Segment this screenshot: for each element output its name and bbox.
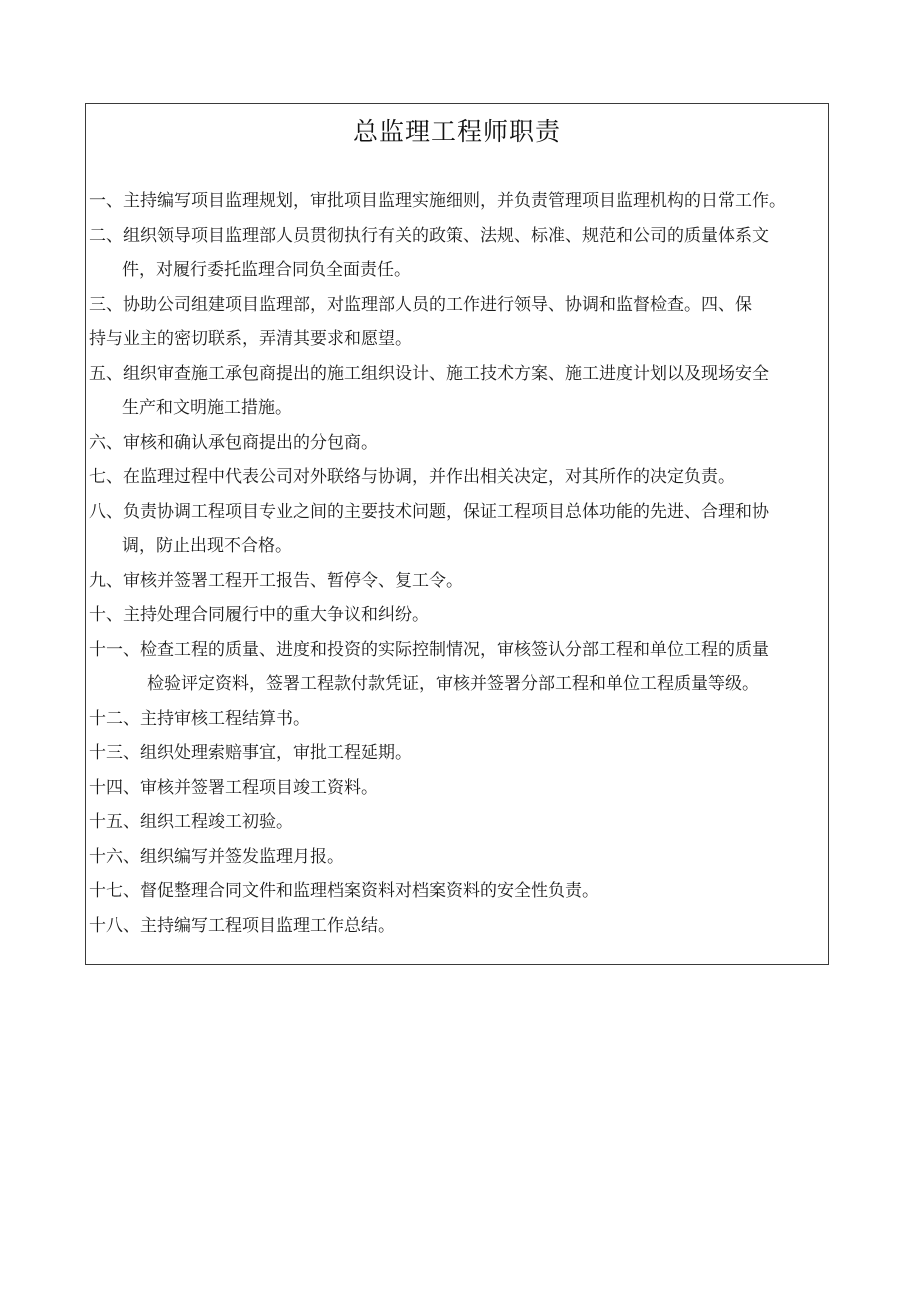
duty-item-continuation: 件，对履行委托监理合同负全面责任。: [122, 260, 411, 280]
duty-item-text: 十二、主持审核工程结算书。: [89, 708, 310, 729]
duty-item-continuation: 检验评定资料，签署工程款付款凭证，审核并签署分部工程和单位工程质量等级。: [147, 674, 759, 694]
duty-item-3: [89, 288, 822, 357]
duty-item-17: [89, 874, 822, 909]
duty-item-text: 八、负责协调工程项目专业之间的主要技术问题，保证工程项目总体功能的先进、合理和协: [89, 501, 769, 522]
duty-item-9: [89, 564, 822, 599]
duty-item-continuation: 持与业主的密切联系，弄清其要求和愿望。: [89, 329, 412, 349]
duty-item-text: 七、在监理过程中代表公司对外联络与协调，并作出相关决定，对其所作的决定负责。: [89, 467, 735, 487]
duty-list: [89, 184, 822, 943]
duty-item-text: 十六、组织编写并签发监理月报。: [89, 846, 344, 867]
duty-item-16: [89, 840, 822, 875]
duty-item-text: 十、主持处理合同履行中的重大争议和纠纷。: [89, 605, 429, 625]
duty-item-continuation: 生产和文明施工措施。: [122, 398, 292, 418]
duty-item-text: 十八、主持编写工程项目监理工作总结。: [89, 915, 395, 936]
duty-item-text: 十七、督促整理合同文件和监理档案资料对档案资料的安全性负责。: [89, 881, 599, 901]
duty-item-text: 十一、检查工程的质量、进度和投资的实际控制情况，审核签认分部工程和单位工程的质量: [89, 639, 769, 660]
duty-item-14: [89, 771, 822, 806]
duty-item-1: [89, 184, 822, 219]
duty-item-continuation: 调，防止出现不合格。: [122, 536, 292, 556]
duty-item-12: [89, 702, 822, 737]
duty-item-text: 十三、组织处理索赔事宜，审批工程延期。: [89, 743, 412, 763]
duty-item-13: [89, 736, 822, 771]
duty-item-7: [89, 460, 822, 495]
duty-item-18: [89, 909, 822, 944]
duty-item-text: 二、组织领导项目监理部人员贯彻执行有关的政策、法规、标准、规范和公司的质量体系文: [89, 225, 769, 246]
duty-item-5: [89, 357, 822, 426]
duty-item-6: [89, 426, 822, 461]
document-title: 总监理工程师职责: [352, 117, 561, 146]
duty-item-text: 一、主持编写项目监理规划，审批项目监理实施细则，并负责管理项目监理机构的日常工作。: [89, 191, 786, 211]
duty-item-8: [89, 495, 822, 564]
duty-item-text: 五、组织审查施工承包商提出的施工组织设计、施工技术方案、施工进度计划以及现场安全: [89, 363, 769, 384]
duty-item-text: 十四、审核并签署工程项目竣工资料。: [89, 777, 378, 798]
document-frame: [85, 103, 829, 965]
duty-item-text: 九、审核并签署工程开工报告、暂停令、复工令。: [89, 570, 463, 591]
duty-item-text: 十五、组织工程竣工初验。: [89, 812, 293, 832]
duty-item-text: 六、审核和确认承包商提出的分包商。: [89, 432, 378, 453]
duty-item-text: 三、协助公司组建项目监理部，对监理部人员的工作进行领导、协调和监督检查。四、保: [89, 294, 752, 315]
duty-item-11: [89, 633, 822, 702]
duty-item-10: [89, 598, 822, 633]
duty-item-2: [89, 219, 822, 288]
duty-item-15: [89, 805, 822, 840]
